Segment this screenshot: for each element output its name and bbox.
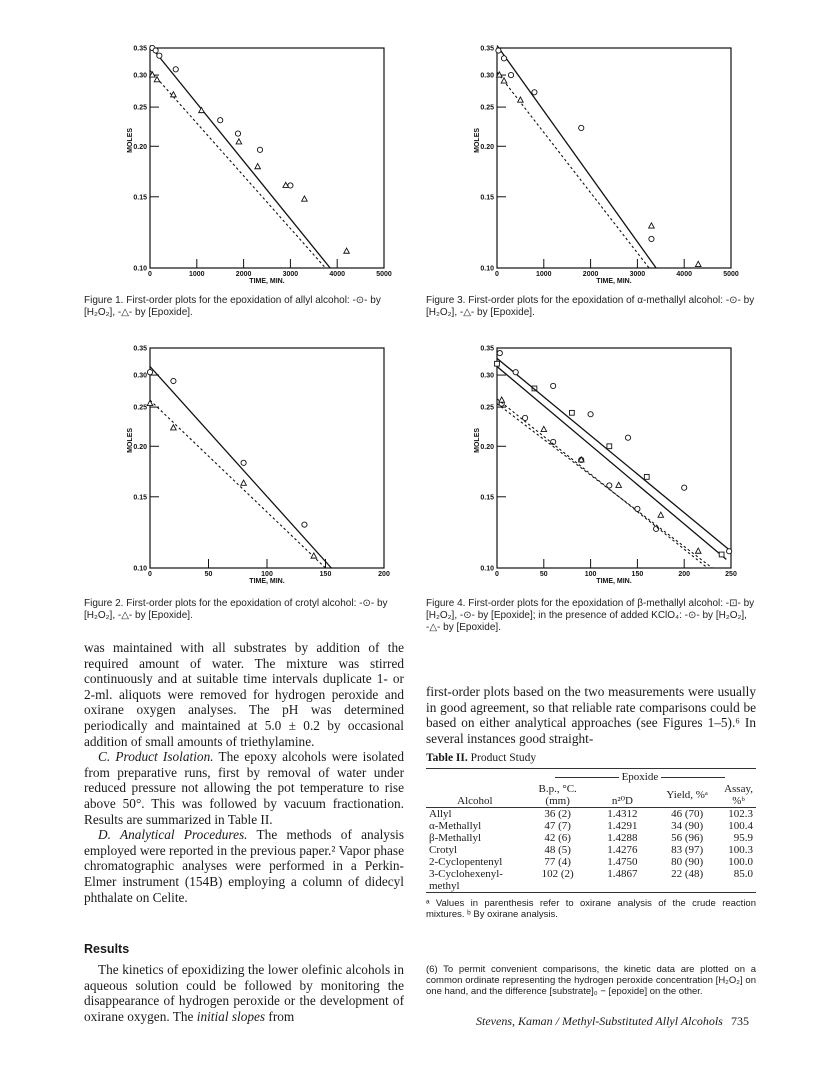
data-point-circle bbox=[508, 72, 513, 77]
data-point-circle bbox=[513, 370, 518, 375]
results-paragraph bbox=[84, 962, 404, 1024]
data-point-square bbox=[719, 552, 724, 557]
table-row: Crotyl 48 (5) 1.4276 83 (97) 100.3 bbox=[429, 844, 753, 856]
data-point-circle bbox=[157, 53, 162, 58]
table-footnote: ᵃ Values in parenthesis refer to oxirane analysis of the crude reaction mixtures. ᵇ By oxirane analysis. bbox=[426, 898, 756, 920]
x-tick-label: 5000 bbox=[376, 271, 392, 278]
epoxide-group-header: Epoxide bbox=[621, 771, 659, 783]
x-tick-label: 50 bbox=[204, 571, 213, 578]
paragraph-continued: was maintained with all substrates by addition of the required amount of water. The mixture was stirred continuously and at suitable time intervals duplicate 1- or 2-ml. aliquots were removed for hydrogen peroxide and oxirane oxygen analyses. The pH was determined periodically and maintained at 5.0 ± 0.2 by occasional addition of small amounts of triethylamine. bbox=[84, 640, 404, 749]
data-point-circle bbox=[682, 485, 687, 490]
series-3-fit-line bbox=[497, 358, 731, 551]
series-1-fit-line bbox=[150, 46, 330, 268]
data-point-triangle bbox=[241, 480, 247, 485]
table-row: 3-Cyclohexenyl-methyl 102 (2) 1.4867 22 (48) 85.0 bbox=[426, 868, 756, 893]
col-bp: B.p., °C. (mm) bbox=[538, 783, 577, 807]
plot-frame bbox=[497, 48, 731, 268]
figure-3-caption bbox=[426, 295, 756, 319]
y-tick-label: 0.10 bbox=[480, 265, 494, 273]
data-point-circle bbox=[173, 67, 178, 72]
data-point-triangle bbox=[541, 426, 547, 431]
data-point-circle bbox=[153, 48, 158, 53]
footnote-6: (6) To permit convenient comparisons, the kinetic data are plotted on a common ordinate representing the hydrogen peroxide concentration [H₂O₂] on one hand, and the difference [substrate]₀ − [epoxide] on the other. bbox=[426, 964, 756, 997]
data-point-circle bbox=[551, 383, 556, 388]
data-point-circle bbox=[588, 412, 593, 417]
x-tick-label: 0 bbox=[148, 271, 152, 278]
x-tick-label: 200 bbox=[678, 571, 691, 578]
table-row: α-Methallyl 47 (7) 1.4291 34 (90) 100.4 bbox=[429, 820, 753, 832]
x-tick-label: 4000 bbox=[676, 271, 692, 278]
series-1-fit-line bbox=[497, 367, 726, 560]
series-1-fit-line bbox=[150, 367, 331, 568]
y-tick-label: 0.25 bbox=[133, 404, 147, 412]
y-tick-label: 0.10 bbox=[480, 565, 494, 573]
y-tick-label: 0.35 bbox=[133, 345, 147, 353]
x-tick-label: 0 bbox=[495, 571, 499, 578]
x-tick-label: 1000 bbox=[536, 271, 552, 278]
figure-4-label: Figure 4. bbox=[426, 598, 466, 609]
data-point-square bbox=[569, 410, 574, 415]
x-axis-label: TIME, MIN. bbox=[249, 578, 285, 585]
text-analytical: The methods of analysis employed were reported in the previous paper.² Vapor phase chromatographic analyses were performed in a Perkin-Elmer instrument (154B) employing a column of didecyl phthalate on Celite. bbox=[84, 827, 404, 905]
data-point-triangle bbox=[518, 97, 524, 102]
figure-3-text: First-order plots for the epoxidation of α-methallyl alcohol: -⊙- by [H₂O₂], -△- by [Epoxide]. bbox=[426, 295, 755, 318]
right-paragraph: first-order plots based on the two measurements were usually in good agreement, so that reliable rate comparisons could be based on either analytical approaches (see Figures 1–5).⁶ In several instances good straight- bbox=[426, 684, 756, 746]
figure-1 bbox=[118, 40, 418, 290]
series-4-fit-line bbox=[497, 399, 708, 568]
paragraph-product-isolation bbox=[84, 749, 404, 827]
data-point-circle bbox=[497, 350, 502, 355]
y-tick-label: 0.25 bbox=[480, 104, 494, 112]
data-point-circle bbox=[727, 549, 732, 554]
table-ii bbox=[426, 752, 756, 920]
table-title: Product Study bbox=[470, 752, 537, 764]
y-axis-label: MOLES bbox=[474, 427, 481, 453]
x-tick-label: 4000 bbox=[329, 271, 345, 278]
figure-3-chart bbox=[465, 40, 765, 290]
y-tick-label: 0.30 bbox=[480, 72, 494, 80]
data-point-square bbox=[644, 474, 649, 479]
data-point-triangle bbox=[499, 397, 505, 402]
page-number: 735 bbox=[731, 1014, 749, 1028]
data-point-triangle bbox=[302, 196, 308, 201]
x-tick-label: 0 bbox=[495, 271, 499, 278]
figure-1-label: Figure 1. bbox=[84, 295, 124, 306]
data-point-circle bbox=[171, 378, 176, 383]
y-tick-label: 0.30 bbox=[133, 372, 147, 380]
series-2-fit-line bbox=[150, 400, 326, 568]
y-tick-label: 0.35 bbox=[133, 45, 147, 53]
data-point-triangle bbox=[501, 78, 507, 83]
x-tick-label: 1000 bbox=[189, 271, 205, 278]
y-tick-label: 0.35 bbox=[480, 345, 494, 353]
data-point-triangle bbox=[236, 139, 242, 144]
x-tick-label: 200 bbox=[378, 571, 390, 578]
figure-2-chart bbox=[118, 340, 418, 590]
data-point-circle bbox=[257, 147, 262, 152]
data-point-circle bbox=[241, 460, 246, 465]
data-point-triangle bbox=[658, 512, 664, 517]
y-tick-label: 0.20 bbox=[480, 443, 494, 451]
table-row: 2-Cyclopentenyl 77 (4) 1.4750 80 (90) 100.0 bbox=[429, 856, 753, 868]
figure-2-caption bbox=[84, 598, 404, 622]
y-tick-label: 0.10 bbox=[133, 265, 147, 273]
x-axis-label: TIME, MIN. bbox=[596, 278, 632, 285]
y-axis-label: MOLES bbox=[127, 127, 134, 153]
data-point-circle bbox=[635, 506, 640, 511]
x-tick-label: 250 bbox=[725, 571, 737, 578]
data-point-circle bbox=[302, 522, 307, 527]
x-tick-label: 150 bbox=[319, 571, 332, 578]
table-row: Allyl 36 (2) 1.4312 46 (70) 102.3 bbox=[429, 808, 753, 820]
data-point-circle bbox=[496, 48, 501, 53]
data-point-circle bbox=[579, 125, 584, 130]
subheading-product-isolation: C. Product Isolation. bbox=[98, 749, 214, 765]
y-tick-label: 0.20 bbox=[133, 443, 147, 451]
data-point-circle bbox=[147, 370, 152, 375]
data-point-triangle bbox=[344, 248, 350, 253]
col-nd: n²⁰D bbox=[611, 795, 633, 807]
figure-1-chart bbox=[118, 40, 418, 290]
y-tick-label: 0.15 bbox=[480, 494, 494, 502]
col-yield: Yield, %ᵃ bbox=[666, 789, 708, 801]
y-tick-label: 0.30 bbox=[480, 372, 494, 380]
data-point-circle bbox=[532, 90, 537, 95]
y-tick-label: 0.30 bbox=[133, 72, 147, 80]
x-tick-label: 100 bbox=[584, 571, 597, 578]
x-tick-label: 2000 bbox=[235, 271, 252, 278]
data-point-triangle bbox=[199, 107, 205, 112]
figure-3-label: Figure 3. bbox=[426, 295, 466, 306]
data-point-circle bbox=[522, 415, 527, 420]
x-axis-label: TIME, MIN. bbox=[249, 278, 285, 285]
y-tick-label: 0.15 bbox=[133, 194, 147, 202]
table-grid bbox=[426, 769, 756, 893]
data-point-square bbox=[607, 444, 612, 449]
y-axis-label: MOLES bbox=[474, 127, 481, 153]
data-point-triangle bbox=[255, 164, 261, 169]
figure-4-caption bbox=[426, 598, 756, 634]
subheading-analytical: D. Analytical Procedures. bbox=[98, 827, 248, 843]
figure-1-text: First-order plots for the epoxidation of allyl alcohol: -⊙- by [H₂O₂], -△- by [Epoxide]. bbox=[84, 295, 381, 318]
results-italic: initial slopes bbox=[196, 1008, 266, 1024]
x-tick-label: 50 bbox=[539, 571, 548, 578]
group-header-row bbox=[524, 769, 756, 783]
col-alcohol: Alcohol bbox=[457, 795, 493, 807]
figure-2-text: First-order plots for the epoxidation of crotyl alcohol: -⊙- by [H₂O₂], -△- by [Epoxide]. bbox=[84, 598, 388, 621]
y-tick-label: 0.15 bbox=[480, 194, 494, 202]
results-text-a: The kinetics of epoxidizing the lower olefinic alcohols in aqueous solution could be followed by monitoring the disappearance of hydrogen peroxide or the development of oxirane oxygen. The bbox=[84, 962, 404, 1024]
series-2-fit-line bbox=[497, 404, 712, 568]
y-axis-label: MOLES bbox=[127, 427, 134, 453]
plot-frame bbox=[150, 348, 384, 568]
figure-1-caption bbox=[84, 295, 404, 319]
data-point-triangle bbox=[311, 553, 317, 558]
running-head: Stevens, Kaman / Methyl-Substituted Allyl Alcohols bbox=[476, 1014, 723, 1028]
data-point-triangle bbox=[171, 425, 177, 430]
y-tick-label: 0.20 bbox=[480, 143, 494, 151]
data-point-circle bbox=[625, 435, 630, 440]
x-axis-label: TIME, MIN. bbox=[596, 578, 632, 585]
x-tick-label: 0 bbox=[148, 571, 152, 578]
table-label: Table II. bbox=[426, 752, 468, 764]
x-tick-label: 3000 bbox=[282, 271, 299, 278]
figure-4-text: First-order plots for the epoxidation of β-methallyl alcohol: -⊡- by [H₂O₂], -⊙- by [Epoxide]; in the presence of added KClO₄: -⊙- by [H₂O₂], -△- by [Epoxide]. bbox=[426, 598, 755, 633]
plot-frame bbox=[150, 48, 384, 268]
paragraph-analytical bbox=[84, 827, 404, 905]
data-point-circle bbox=[649, 236, 654, 241]
data-point-circle bbox=[218, 118, 223, 123]
figure-3 bbox=[465, 40, 765, 290]
data-point-triangle bbox=[649, 223, 655, 228]
figure-4-chart bbox=[465, 340, 765, 590]
table-row: β-Methallyl 42 (6) 1.4288 56 (96) 95.9 bbox=[429, 832, 753, 844]
left-column bbox=[84, 640, 404, 905]
results-heading: Results bbox=[84, 942, 130, 956]
results-text-b: from bbox=[265, 1008, 295, 1024]
figure-4 bbox=[465, 340, 765, 590]
x-tick-label: 5000 bbox=[723, 271, 739, 278]
x-tick-label: 100 bbox=[261, 571, 273, 578]
x-tick-label: 150 bbox=[631, 571, 644, 578]
y-tick-label: 0.25 bbox=[480, 404, 494, 412]
data-point-circle bbox=[235, 131, 240, 136]
x-tick-label: 2000 bbox=[582, 271, 599, 278]
data-point-circle bbox=[501, 56, 506, 61]
figure-2-label: Figure 2. bbox=[84, 598, 124, 609]
col-assay: Assay, %ᵇ bbox=[724, 783, 753, 807]
y-tick-label: 0.10 bbox=[133, 565, 147, 573]
text-product-isolation: The epoxy alcohols were isolated from preparative runs, first by removal of water under reduced pressure not allowing the pot temperature to rise above 50°. This was followed by vacuum fractionation. Results are summarized in Table II. bbox=[84, 749, 404, 827]
data-point-triangle bbox=[695, 261, 701, 266]
series-2-fit-line bbox=[150, 70, 326, 268]
data-point-triangle bbox=[695, 548, 701, 553]
series-1-fit-line bbox=[497, 46, 656, 268]
y-tick-label: 0.25 bbox=[133, 104, 147, 112]
y-tick-label: 0.35 bbox=[480, 45, 494, 53]
plot-frame bbox=[497, 348, 731, 568]
figure-2 bbox=[118, 340, 418, 590]
y-tick-label: 0.15 bbox=[133, 494, 147, 502]
y-tick-label: 0.20 bbox=[133, 143, 147, 151]
x-tick-label: 3000 bbox=[629, 271, 646, 278]
data-point-triangle bbox=[147, 400, 153, 405]
data-point-square bbox=[495, 361, 500, 366]
data-point-triangle bbox=[616, 482, 622, 487]
